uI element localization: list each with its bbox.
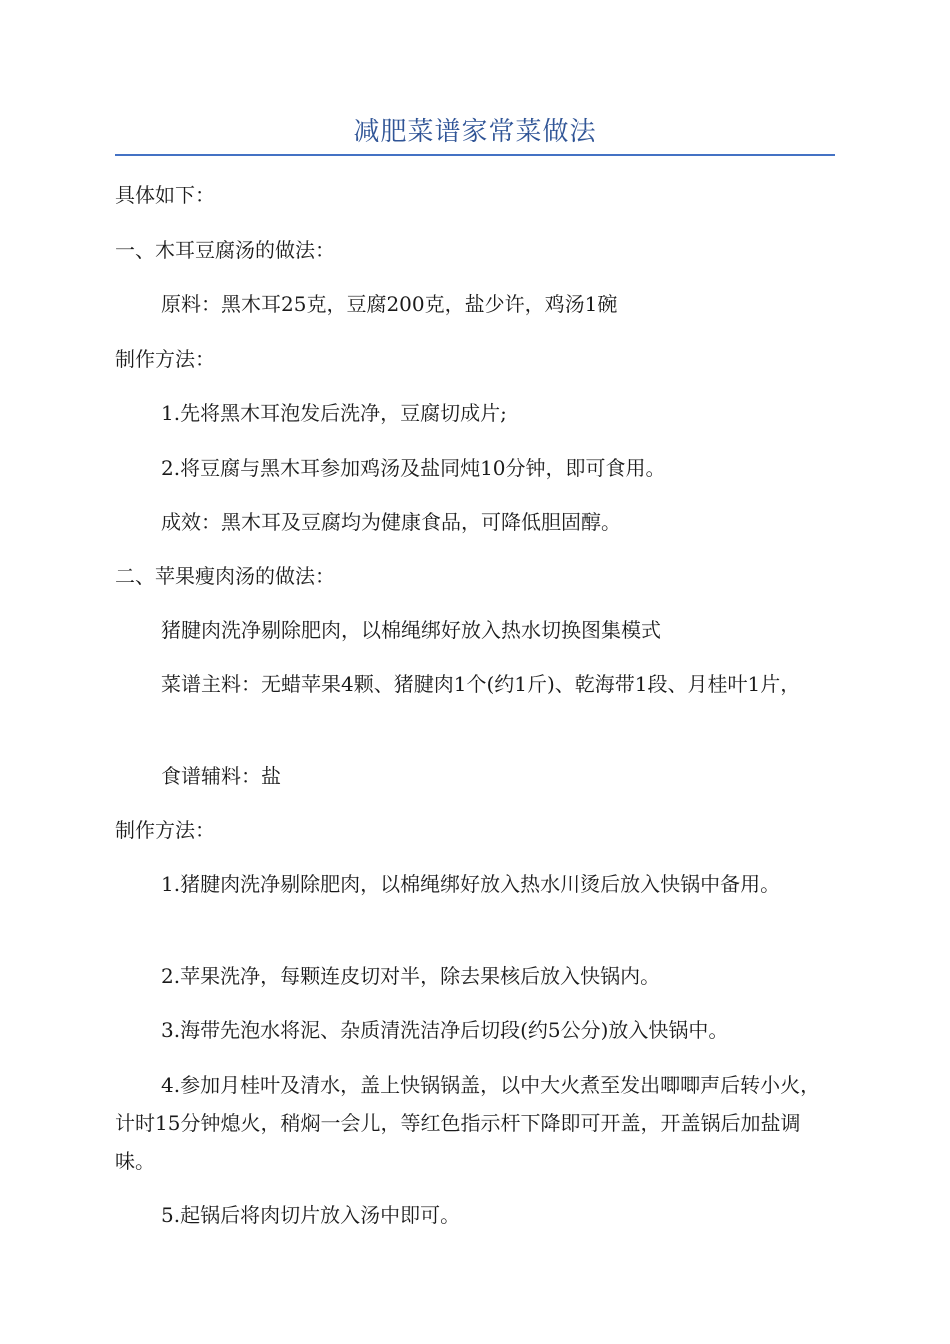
paragraph-step-2-5: 5.起锅后将肉切片放入汤中即可。	[161, 1203, 461, 1227]
paragraph-intro: 具体如下：	[115, 183, 215, 207]
paragraph-step-2-4: 4.参加月桂叶及清水，盖上快锅锅盖，以中大火煮至发出唧唧声后转小火，计时15分钟熄火，稍焖一会儿，等红色指示杆下降即可开盖，开盖锅后加盐调味。	[115, 1073, 821, 1173]
heading-method-2: 制作方法：	[115, 818, 215, 842]
paragraph-effect-1: 成效：黑木耳及豆腐均为健康食品，可降低胆固醇。	[161, 510, 621, 534]
heading-section-2: 二、苹果瘦肉汤的做法：	[115, 564, 335, 588]
paragraph-step-1-2: 2.将豆腐与黑木耳参加鸡汤及盐同炖10分钟，即可食用。	[161, 456, 666, 480]
title-underline	[115, 154, 835, 156]
paragraph-step-2-3: 3.海带先泡水将泥、杂质清洗洁净后切段(约5公分)放入快锅中。	[161, 1018, 729, 1042]
heading-method-1: 制作方法：	[115, 347, 215, 371]
paragraph-main-ingredients-2: 菜谱主料：无蜡苹果4颗、猪腱肉1个(约1斤)、乾海带1段、月桂叶1片，	[161, 672, 801, 696]
paragraph-step-1-1: 1.先将黑木耳泡发后洗净，豆腐切成片;	[161, 401, 507, 425]
paragraph-step-2-1: 1.猪腱肉洗净剔除肥肉，以棉绳绑好放入热水川烫后放入快锅中备用。	[161, 872, 781, 896]
paragraph-step-2-2: 2.苹果洗净，每颗连皮切对半，除去果核后放入快锅内。	[161, 964, 661, 988]
paragraph-ingredients-1: 原料：黑木耳25克，豆腐200克，盐少许，鸡汤1碗	[161, 292, 618, 316]
heading-section-1: 一、木耳豆腐汤的做法：	[115, 238, 335, 262]
paragraph-prep-2: 猪腱肉洗净剔除肥肉，以棉绳绑好放入热水切换图集模式	[161, 618, 661, 642]
paragraph-seasoning-2: 食谱辅料：盐	[161, 764, 281, 788]
document-title: 减肥菜谱家常菜做法	[353, 117, 597, 147]
